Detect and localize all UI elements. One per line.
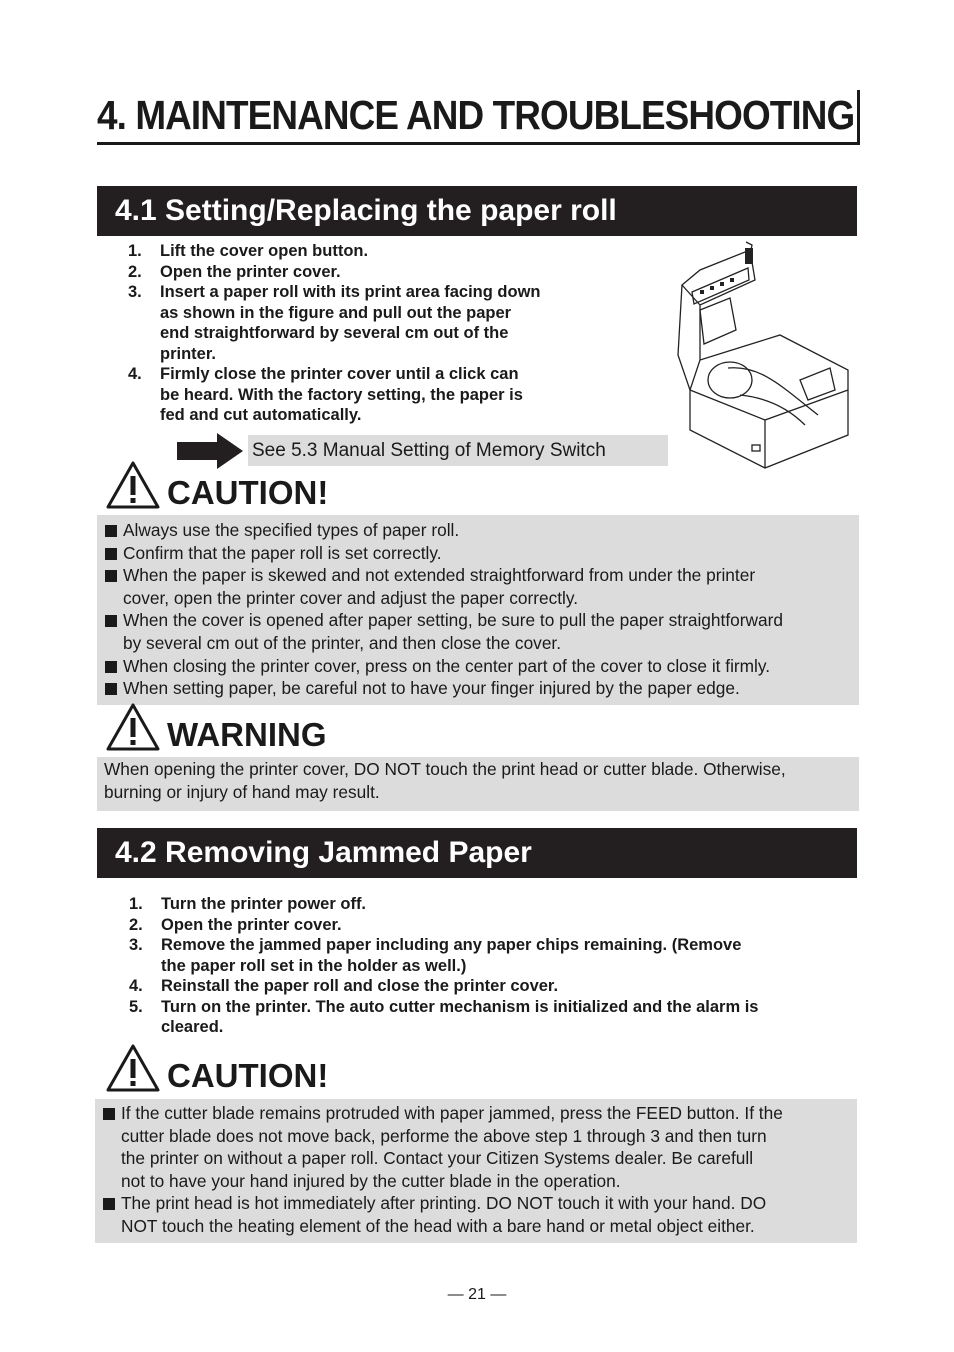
square-bullet-icon — [103, 1108, 115, 1120]
step-item — [126, 282, 572, 364]
bullet-text: When the paper is skewed and not extended straightforward from under the printer — [123, 565, 756, 586]
step-text-line: the paper roll set in the holder as well.) — [161, 956, 467, 975]
section1-steps — [126, 241, 572, 426]
caution-box — [95, 1099, 857, 1243]
bullet-text: by several cm out of the printer, and then close the cover. — [123, 633, 562, 653]
caution-header — [105, 460, 365, 515]
section2-steps — [127, 894, 847, 1038]
step-text-line: cleared. — [161, 1018, 224, 1036]
bullet-text: cutter blade does not move back, performe the above step 1 through 3 and then turn — [121, 1125, 767, 1146]
chapter-title — [97, 90, 860, 145]
step-item — [127, 915, 847, 936]
bullet-text: the printer on without a paper roll. Contact your Citizen Systems dealer. Be carefull — [121, 1148, 754, 1169]
section-title: 4.1 Setting/Replacing the paper roll — [115, 194, 617, 227]
warning-header — [105, 702, 365, 757]
step-item — [126, 364, 572, 426]
page-number: — 21 — — [447, 1286, 507, 1303]
bullet-text: When setting paper, be careful not to have your finger injured by the paper edge. — [123, 678, 740, 699]
caution-label: CAUTION! — [167, 474, 329, 511]
chapter-title-text: 4. MAINTENANCE AND TROUBLESHOOTING — [97, 92, 855, 138]
step-item — [127, 935, 847, 976]
caution-label: CAUTION! — [167, 1057, 329, 1094]
warning-triangle-icon — [105, 1043, 161, 1093]
warning-label: WARNING — [167, 716, 327, 753]
step-item — [126, 262, 572, 283]
square-bullet-icon — [105, 525, 117, 537]
warning-box — [97, 757, 859, 811]
bullet-continuation — [121, 1215, 755, 1238]
square-bullet-icon — [105, 661, 117, 673]
bullet-item — [105, 564, 755, 587]
bullet-item — [105, 609, 783, 632]
square-bullet-icon — [105, 615, 117, 627]
step-number: 4. — [128, 365, 142, 383]
step-text-line: be heard. With the factory setting, the paper is — [160, 385, 523, 404]
step-text-line: Open the printer cover. — [160, 262, 341, 281]
bullet-text: The print head is hot immediately after printing. DO NOT touch it with your hand. DO — [121, 1193, 767, 1214]
step-number: 2. — [128, 262, 142, 281]
bullet-continuation — [123, 632, 561, 655]
step-number: 1. — [129, 895, 143, 913]
step-text-line: Firmly close the printer cover until a click can — [160, 365, 519, 383]
step-item — [127, 894, 847, 915]
step-text-line: Lift the cover open button. — [160, 242, 369, 260]
step-number: 1. — [128, 242, 142, 260]
step-text-line: Turn on the printer. The auto cutter mechanism is initialized and the alarm is — [161, 997, 759, 1016]
bullet-item — [103, 1192, 766, 1215]
warning-line: When opening the printer cover, DO NOT touch the print head or cutter blade. Otherwise, — [104, 759, 786, 779]
bullet-continuation — [121, 1147, 753, 1170]
square-bullet-icon — [105, 683, 117, 695]
bullet-text: When the cover is opened after paper setting, be sure to pull the paper straightforward — [123, 610, 783, 631]
step-text-line: Open the printer cover. — [161, 915, 342, 934]
section-title: 4.2 Removing Jammed Paper — [115, 836, 532, 869]
step-number: 3. — [128, 283, 142, 301]
step-number: 5. — [129, 997, 143, 1016]
printer-illustration — [670, 240, 850, 480]
step-text-line: as shown in the figure and pull out the paper — [160, 303, 512, 322]
warning-line: burning or injury of hand may result. — [104, 782, 380, 802]
bullet-text: When closing the printer cover, press on the center part of the cover to close it firmly. — [123, 655, 771, 676]
bullet-text: cover, open the printer cover and adjust the paper correctly. — [123, 587, 579, 608]
step-item — [127, 976, 847, 997]
reference-text: See 5.3 Manual Setting of Memory Switch — [252, 440, 606, 461]
step-text-line: Reinstall the paper roll and close the printer cover. — [161, 977, 559, 995]
step-text-line: Turn the printer power off. — [161, 895, 367, 913]
section-header-4-1 — [97, 186, 857, 236]
bullet-item — [105, 542, 442, 565]
step-text-line: fed and cut automatically. — [160, 406, 362, 424]
warning-triangle-icon — [105, 460, 161, 510]
bullet-text: Confirm that the paper roll is set correctly. — [123, 542, 442, 563]
bullet-continuation — [121, 1125, 767, 1148]
bullet-text: NOT touch the heating element of the head with a bare hand or metal object either. — [121, 1216, 755, 1236]
square-bullet-icon — [105, 570, 117, 582]
step-text-line: Remove the jammed paper including any paper chips remaining. (Remove — [161, 936, 742, 954]
step-text-line: end straightforward by several cm out of the — [160, 324, 509, 342]
bullet-text: If the cutter blade remains protruded with paper jammed, press the FEED button. If the — [121, 1103, 783, 1123]
bullet-item — [105, 655, 770, 678]
bullet-item — [103, 1102, 783, 1125]
caution-box — [97, 515, 859, 705]
step-text-line: Insert a paper roll with its print area facing down — [160, 283, 541, 301]
step-text-line: printer. — [160, 344, 216, 363]
step-number: 3. — [129, 936, 143, 954]
bullet-text: Always use the specified types of paper roll. — [123, 520, 460, 540]
step-item — [127, 997, 847, 1038]
step-number: 4. — [129, 977, 143, 995]
square-bullet-icon — [103, 1198, 115, 1210]
caution-header — [105, 1043, 365, 1098]
bullet-text: not to have your hand injured by the cutter blade in the operation. — [121, 1170, 621, 1191]
warning-triangle-icon — [105, 702, 161, 752]
bullet-item — [105, 677, 740, 700]
bullet-continuation — [121, 1170, 621, 1193]
bullet-continuation — [123, 587, 578, 610]
bullet-item — [105, 519, 459, 542]
square-bullet-icon — [105, 548, 117, 560]
step-number: 2. — [129, 915, 143, 934]
step-item — [126, 241, 572, 262]
section-header-4-2 — [97, 828, 857, 878]
